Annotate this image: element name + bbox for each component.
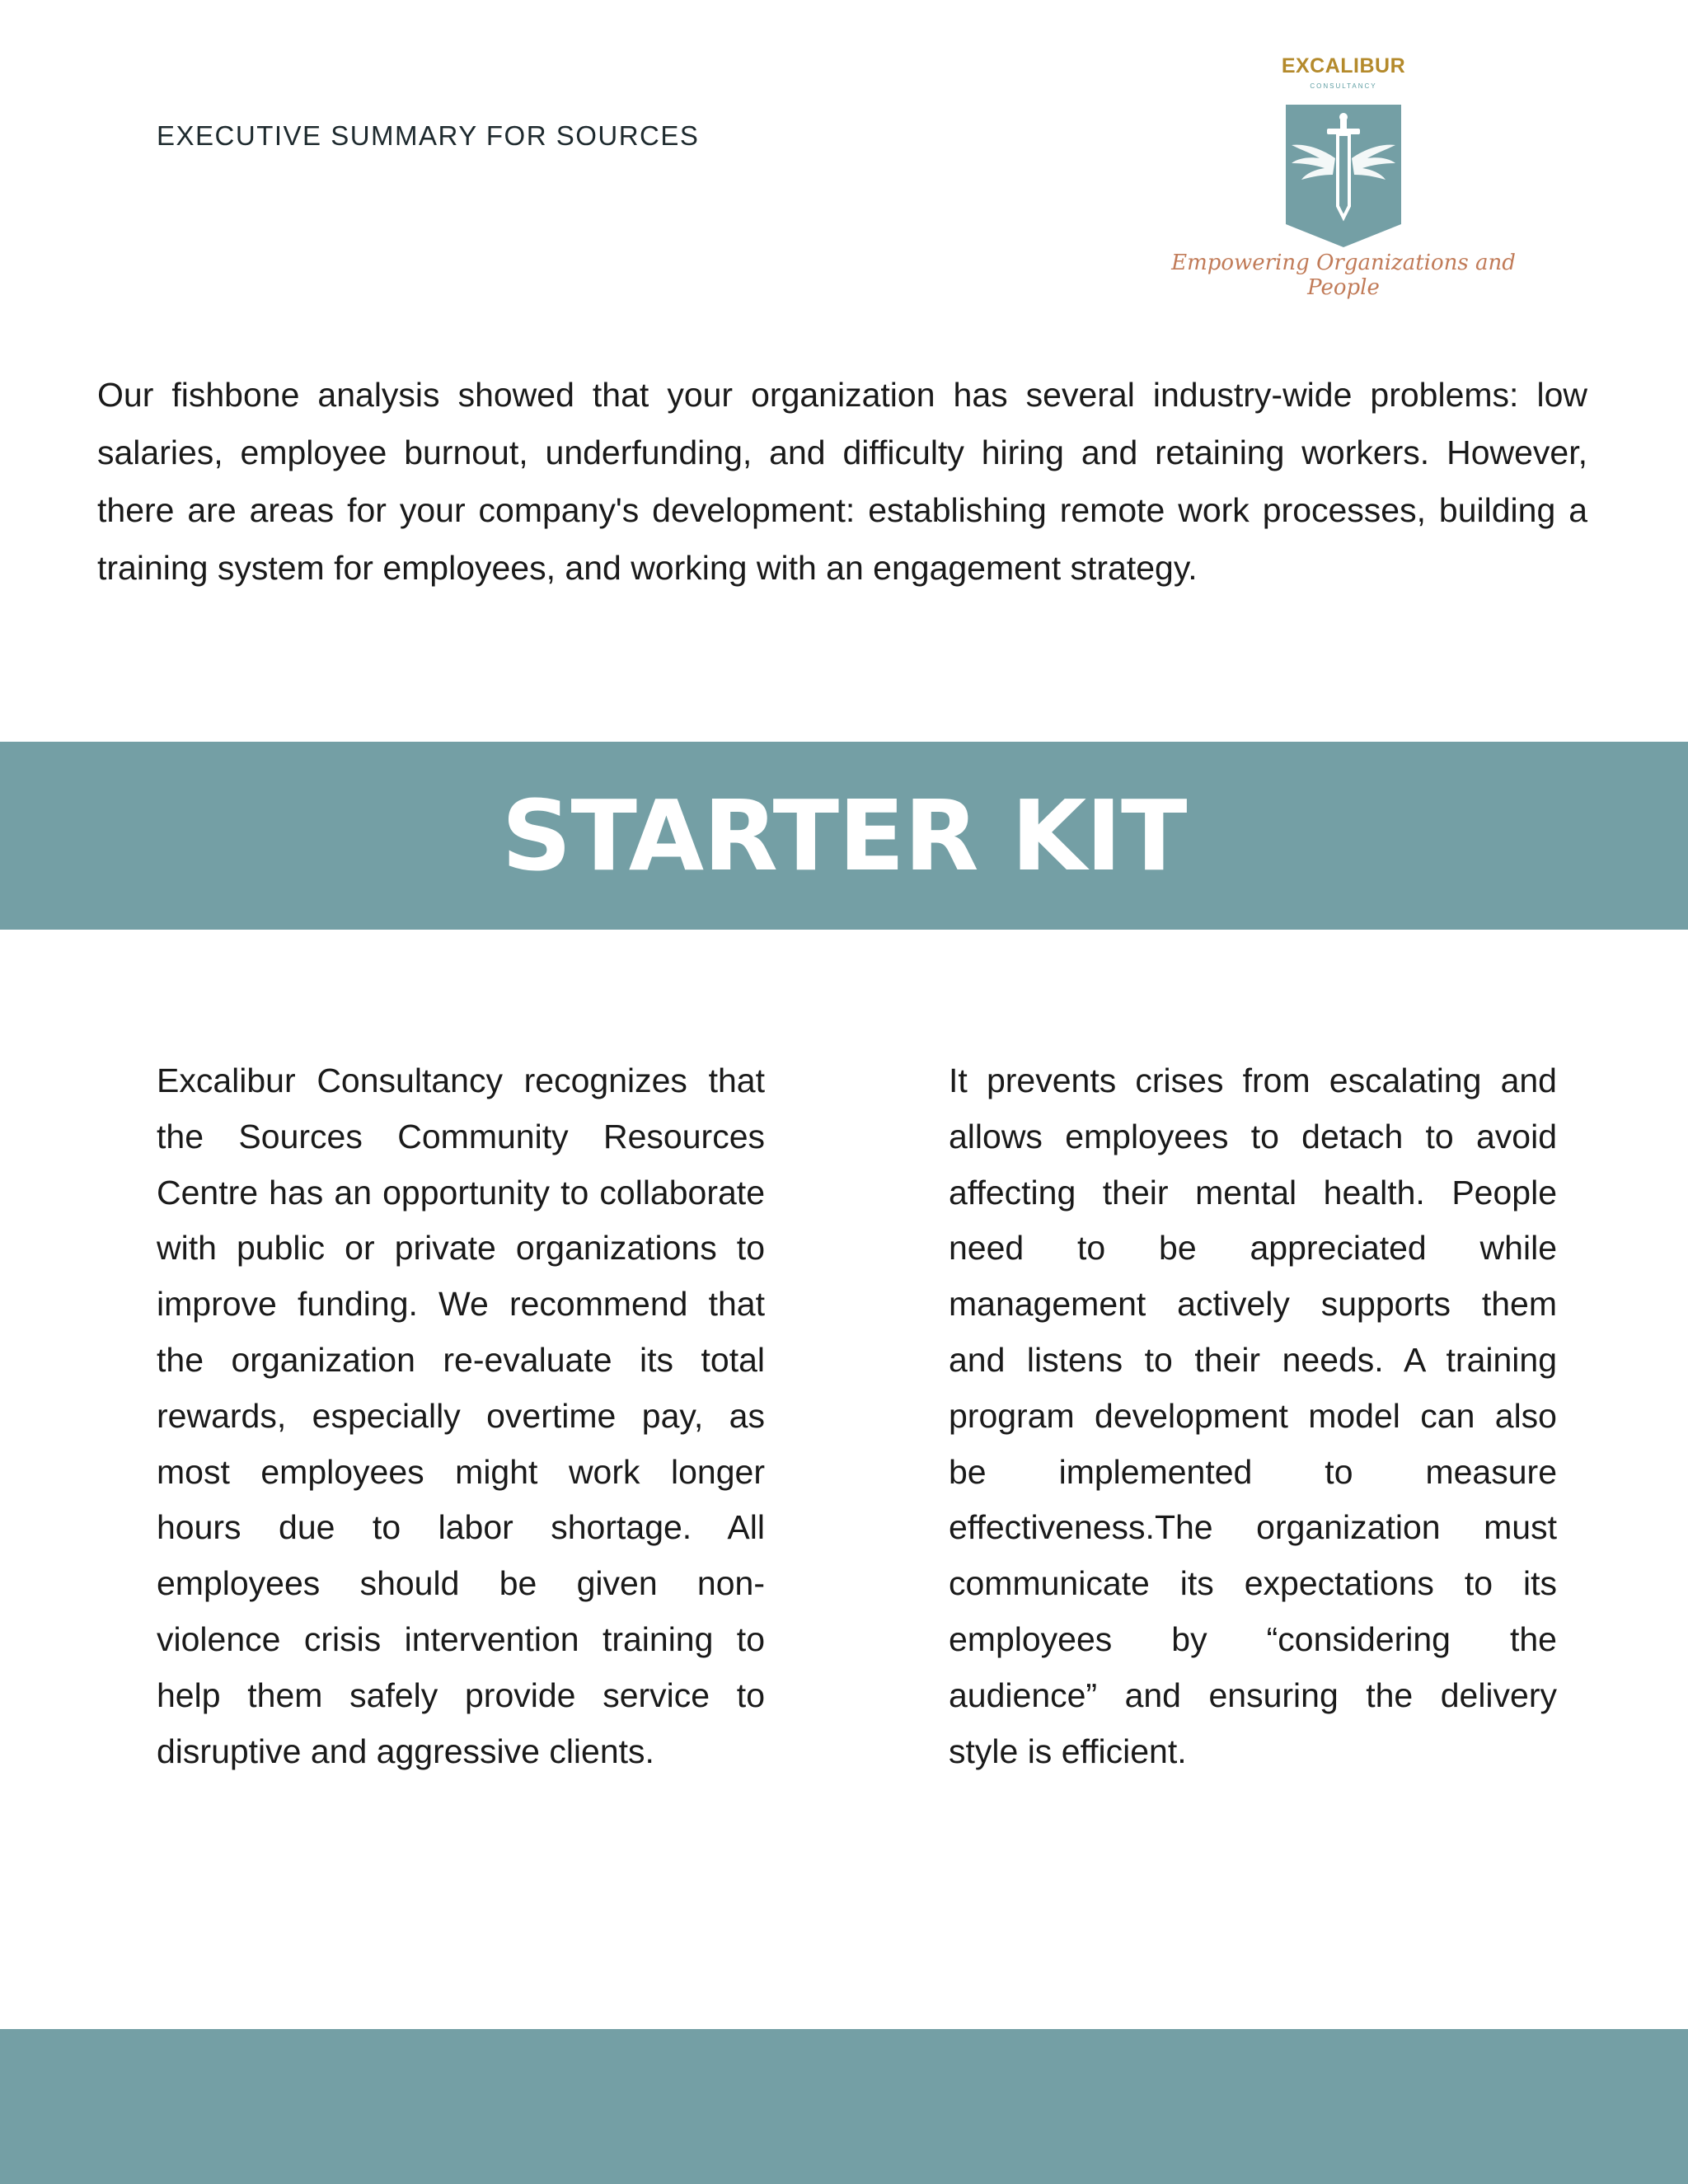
logo-subtitle: CONSULTANCY — [1310, 82, 1377, 90]
logo-title: EXCALIBUR — [1281, 54, 1406, 77]
excalibur-logo — [1170, 49, 1517, 300]
section-title: STARTER KIT — [501, 779, 1187, 893]
intro-paragraph: Our fishbone analysis showed that your organization has several industry-wide problems: low salaries, employee burnout, underfunding, and difficulty hiring and retaining workers. However, there are areas for your company's development: establishing remote work processes, building a training system for employees, and working with an engagement strategy. — [97, 376, 1587, 587]
logo-tagline: Empowering Organizations and People — [1171, 251, 1516, 300]
starter-kit-banner — [0, 742, 1688, 930]
winged-sword-shield-icon — [1282, 101, 1405, 249]
left-column-paragraph: Excalibur Consultancy recognizes that the Sources Community Resources Centre has an opportunity to collaborate with public or private organizations to improve funding. We recommend that the organization re-evaluate its total rewards, especially overtime pay, as most employees might work longer hours due to labor shortage. All employees should be given non-violence crisis intervention training to help them safely provide service to disruptive and aggressive clients. — [157, 1062, 765, 1770]
document-header-label: EXECUTIVE SUMMARY FOR SOURCES — [157, 120, 700, 151]
footer-band — [0, 2029, 1688, 2184]
right-column-paragraph: It prevents crises from escalating and allows employees to detach to avoid affecting their mental health. People need to be appreciated while management actively supports them and listens to their needs. A training program development model can also be implemented to measure effectiveness.The organization must communicate its expectations to its employees by “considering the audience” and ensuring the delivery style is efficient. — [949, 1062, 1557, 1770]
